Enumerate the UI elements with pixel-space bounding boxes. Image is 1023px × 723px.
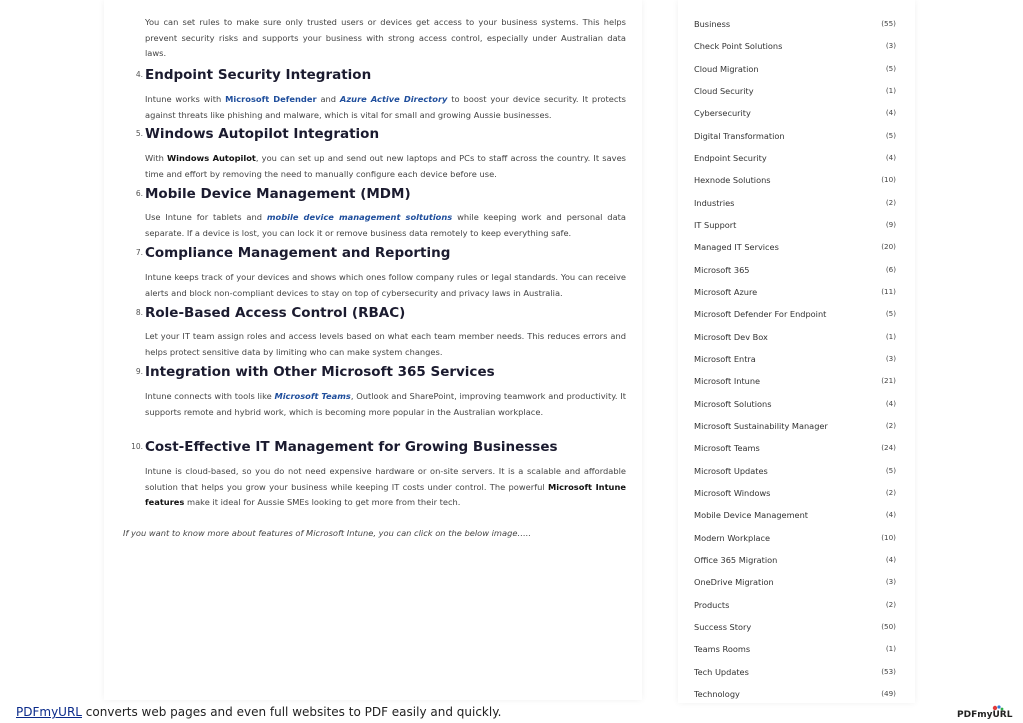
category-item[interactable] xyxy=(694,641,896,657)
category-count: (1) xyxy=(885,85,896,95)
category-label: Managed IT Services xyxy=(694,242,779,253)
category-label: Cloud Security xyxy=(694,85,754,96)
category-count: (21) xyxy=(881,376,896,386)
category-count: (3) xyxy=(885,577,896,587)
paragraph-text: Use Intune for tablets and xyxy=(145,212,267,222)
paragraph-text: Intune is cloud-based, so you do not need expensive hardware or on-site servers. It is a scalable and affordable solution that helps you grow your business while keeping IT costs under control. The powerful xyxy=(145,466,626,492)
category-label: Modern Workplace xyxy=(694,532,771,543)
section-number: 6. xyxy=(135,189,143,198)
category-label: Microsoft Dev Box xyxy=(694,331,768,342)
category-item[interactable] xyxy=(694,38,896,54)
pdfmyurl-logo-text: PDFmyURL xyxy=(957,710,1013,720)
category-item[interactable] xyxy=(694,262,896,278)
paragraph-text: , you can set up and send out new laptops and PCs to staff across the country. It saves time and effort by removing the need to manually configure each device before use. xyxy=(145,153,626,179)
section-heading: Mobile Device Management (MDM) xyxy=(145,186,411,202)
section-number: 7. xyxy=(135,248,143,257)
category-item[interactable] xyxy=(694,83,896,99)
category-label: Technology xyxy=(694,688,740,699)
section-number: 5. xyxy=(135,129,143,138)
category-item[interactable] xyxy=(694,418,896,434)
category-item[interactable] xyxy=(694,396,896,412)
category-item[interactable] xyxy=(694,195,896,211)
category-count: (4) xyxy=(885,108,896,118)
category-count: (50) xyxy=(881,621,896,631)
category-label: Office 365 Migration xyxy=(694,554,778,565)
category-item[interactable] xyxy=(694,440,896,456)
bold-term: Windows Autopilot xyxy=(167,153,256,163)
category-label: Microsoft Windows xyxy=(694,487,771,498)
category-item[interactable] xyxy=(694,150,896,166)
category-count: (4) xyxy=(885,152,896,162)
category-label: Cybersecurity xyxy=(694,108,751,119)
paragraph-text: With xyxy=(145,153,168,163)
category-item[interactable] xyxy=(694,172,896,188)
category-label: Tech Updates xyxy=(694,666,749,677)
section-paragraph xyxy=(145,210,626,241)
category-count: (5) xyxy=(885,63,896,73)
category-item[interactable] xyxy=(694,306,896,322)
category-count: (5) xyxy=(885,130,896,140)
category-label: Microsoft Azure xyxy=(694,286,758,297)
category-count: (6) xyxy=(885,264,896,274)
inline-link[interactable]: Microsoft Teams xyxy=(274,391,351,401)
category-item[interactable] xyxy=(694,239,896,255)
section-paragraph xyxy=(145,464,626,511)
category-item[interactable] xyxy=(694,284,896,300)
inline-link[interactable]: Azure Active Directory xyxy=(339,94,448,104)
category-item[interactable] xyxy=(694,463,896,479)
category-label: Microsoft 365 xyxy=(694,264,750,275)
category-item[interactable] xyxy=(694,574,896,590)
category-count: (5) xyxy=(885,465,896,475)
paragraph-text: Let your IT team assign roles and access levels based on what each team member needs. This reduces errors and helps protect sensitive data by limiting who can make system changes. xyxy=(145,331,626,357)
category-label: Hexnode Solutions xyxy=(694,175,771,186)
category-item[interactable] xyxy=(694,105,896,121)
category-label: Microsoft Defender For Endpoint xyxy=(694,309,827,320)
category-label: Microsoft Teams xyxy=(694,443,760,454)
paragraph-text: while keeping work and personal data separate. If a device is lost, you can lock it or remove business data remotely to keep everything safe. xyxy=(145,212,626,238)
category-label: Microsoft Sustainability Manager xyxy=(694,420,828,431)
category-count: (4) xyxy=(885,398,896,408)
category-item[interactable] xyxy=(694,664,896,680)
pdfmyurl-logo[interactable] xyxy=(957,705,1013,723)
category-item[interactable] xyxy=(694,128,896,144)
category-label: Success Story xyxy=(694,621,752,632)
category-count: (5) xyxy=(885,309,896,319)
section-heading: Windows Autopilot Integration xyxy=(145,126,380,142)
category-count: (55) xyxy=(881,19,896,28)
section-number: 4. xyxy=(135,70,143,79)
section-paragraph xyxy=(145,92,626,123)
category-label: Teams Rooms xyxy=(694,644,751,655)
pdf-footer xyxy=(16,705,501,719)
paragraph-text: Intune keeps track of your devices and shows which ones follow company rules or legal standards. You can receive alerts and block non-compliant devices to stay on top of cybersecurity and privacy laws in Australia. xyxy=(145,272,626,298)
category-item[interactable] xyxy=(694,619,896,635)
category-count: (53) xyxy=(881,666,896,676)
category-count: (4) xyxy=(885,510,896,520)
category-label: IT Support xyxy=(694,219,737,230)
footer-note[interactable]: If you want to know more about features of Microsoft Intune, you can click on the below image….. xyxy=(123,528,532,538)
category-label: Mobile Device Management xyxy=(694,510,808,521)
category-count: (2) xyxy=(885,487,896,497)
category-item[interactable] xyxy=(694,552,896,568)
paragraph-text: Intune works with xyxy=(145,94,226,104)
category-label: Check Point Solutions xyxy=(694,41,783,52)
section-number: 10. xyxy=(131,442,143,451)
category-item[interactable] xyxy=(694,507,896,523)
category-label: Cloud Migration xyxy=(694,63,759,74)
category-count: (2) xyxy=(885,420,896,430)
category-label: Products xyxy=(694,599,730,610)
paragraph-text: to boost your device security. It protects against threats like phishing and malware, which is vital for small and growing Aussie businesses. xyxy=(145,94,626,120)
section-paragraph xyxy=(145,389,626,420)
category-count: (1) xyxy=(885,644,896,654)
category-label: Business xyxy=(694,19,731,29)
article-panel xyxy=(104,0,642,700)
section-heading: Role-Based Access Control (RBAC) xyxy=(145,305,406,321)
inline-link[interactable]: mobile device management soltutions xyxy=(266,212,453,222)
section-paragraph xyxy=(145,329,626,360)
pdf-footer-text: converts web pages and even full websites to PDF easily and quickly. xyxy=(81,705,502,719)
category-count: (49) xyxy=(881,688,896,698)
category-label: Industries xyxy=(694,197,735,208)
paragraph-text: and xyxy=(316,94,340,104)
category-label: Microsoft Updates xyxy=(694,465,768,476)
section-heading: Cost-Effective IT Management for Growing Businesses xyxy=(145,439,558,455)
section-paragraph xyxy=(145,151,626,182)
section-heading: Compliance Management and Reporting xyxy=(145,245,451,261)
pdfmyurl-link[interactable]: PDFmyURL xyxy=(16,705,82,719)
category-item[interactable] xyxy=(694,351,896,367)
category-item[interactable] xyxy=(694,217,896,233)
category-label: Microsoft Solutions xyxy=(694,398,772,409)
category-item[interactable] xyxy=(694,597,896,613)
category-label: Endpoint Security xyxy=(694,152,767,163)
category-item[interactable] xyxy=(694,686,896,702)
category-item[interactable] xyxy=(694,530,896,546)
category-item[interactable] xyxy=(694,61,896,77)
category-count: (2) xyxy=(885,599,896,609)
section-number: 9. xyxy=(135,367,143,376)
categories-sidebar xyxy=(678,0,915,703)
category-count: (2) xyxy=(885,197,896,207)
category-item[interactable] xyxy=(694,485,896,501)
inline-link[interactable]: Microsoft Defender xyxy=(225,94,317,104)
category-item[interactable] xyxy=(694,16,896,32)
category-label: Microsoft Entra xyxy=(694,353,756,364)
section-heading: Integration with Other Microsoft 365 Services xyxy=(145,364,495,380)
category-count: (3) xyxy=(885,41,896,51)
category-item[interactable] xyxy=(694,373,896,389)
bold-term: Microsoft Intune features xyxy=(145,481,626,507)
category-count: (20) xyxy=(881,242,896,252)
paragraph-text: , Outlook and SharePoint, improving teamwork and productivity. It supports remote and hybrid work, which is becoming more popular in the Australian workplace. xyxy=(145,391,626,417)
section-paragraph xyxy=(145,270,626,301)
category-label: OneDrive Migration xyxy=(694,577,774,588)
section-heading: Endpoint Security Integration xyxy=(145,67,372,83)
category-count: (1) xyxy=(885,331,896,341)
category-label: Digital Transformation xyxy=(694,130,785,141)
category-count: (24) xyxy=(881,443,896,453)
section-number: 8. xyxy=(135,308,143,317)
category-count: (11) xyxy=(881,286,896,296)
intro-paragraph: You can set rules to make sure only trusted users or devices get access to your business systems. This helps prevent security risks and supports your business with strong access control, especially under Australian data laws. xyxy=(145,17,626,58)
category-count: (3) xyxy=(885,353,896,363)
category-count: (10) xyxy=(881,175,896,185)
paragraph-text: Intune connects with tools like xyxy=(145,391,275,401)
category-label: Microsoft Intune xyxy=(694,376,761,387)
category-count: (9) xyxy=(885,219,896,229)
paragraph-text: make it ideal for Aussie SMEs looking to get more from their tech. xyxy=(184,497,461,507)
category-count: (10) xyxy=(881,532,896,542)
category-item[interactable] xyxy=(694,329,896,345)
category-count: (4) xyxy=(885,554,896,564)
